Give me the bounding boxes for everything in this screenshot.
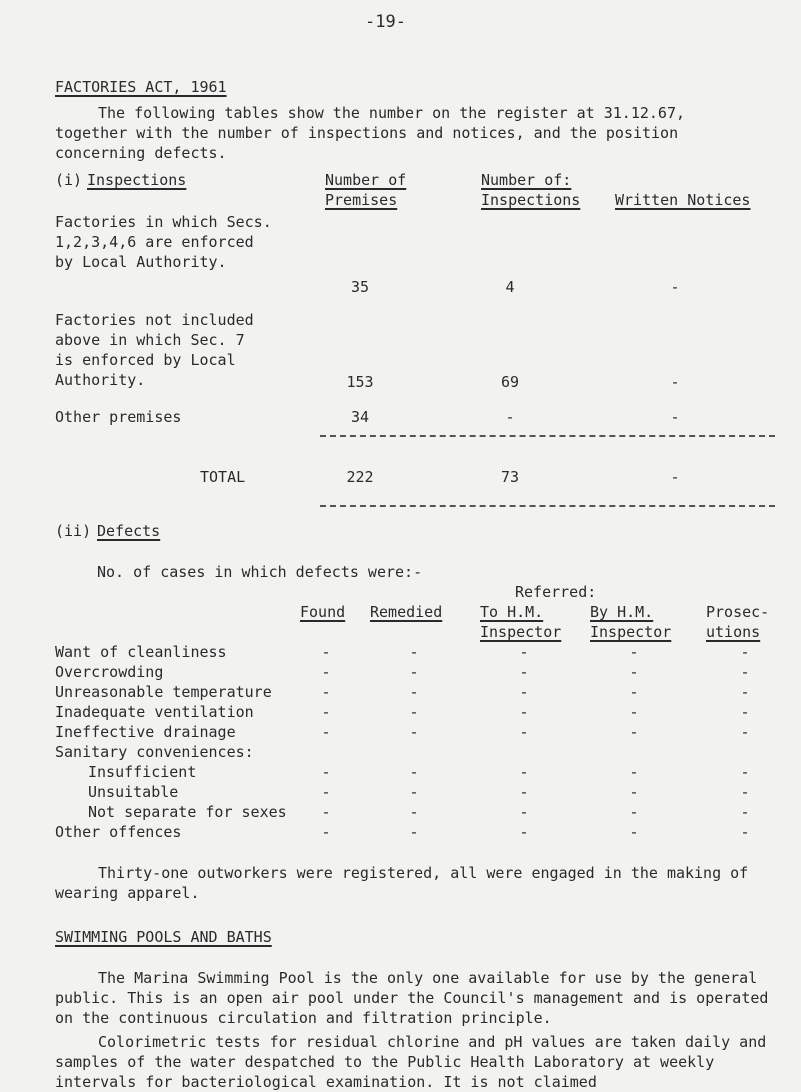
defects-heading: Defects: [97, 522, 161, 540]
defect-value: -: [321, 643, 331, 661]
defect-value: -: [321, 803, 331, 821]
total-label: TOTAL: [200, 468, 246, 486]
total-premises: 222: [346, 468, 374, 486]
total-rule-top: [320, 435, 775, 437]
defect-value: -: [409, 703, 419, 721]
defect-row-label: Unreasonable temperature: [55, 683, 272, 701]
defect-row-label: Insufficient: [88, 763, 197, 781]
by-hm-header-line1: By H.M.: [590, 603, 654, 621]
defect-row-label: Sanitary conveniences:: [55, 743, 254, 761]
defect-value: -: [740, 723, 750, 741]
defect-value: -: [629, 803, 639, 821]
row-label-line: Authority.: [55, 371, 146, 389]
page-number: -19-: [365, 12, 406, 32]
premises-value: 34: [350, 408, 370, 426]
defect-value: -: [629, 663, 639, 681]
to-hm-header-line2: Inspector: [480, 623, 562, 641]
defect-value: -: [409, 763, 419, 781]
swimming-paragraph-2: Colorimetric tests for residual chlorine and pH values are taken daily and samples of the water despatched to the Public Health Laboratory at weekly intervals for bacteriological examination. It is not claimed: [55, 1033, 767, 1091]
row-label-line: Factories not included: [55, 311, 254, 329]
defect-value: -: [740, 703, 750, 721]
defect-row-label: Unsuitable: [88, 783, 179, 801]
defect-value: -: [740, 663, 750, 681]
defect-value: -: [519, 663, 529, 681]
defect-value: -: [321, 763, 331, 781]
premises-value: 35: [350, 278, 370, 296]
defect-value: -: [629, 783, 639, 801]
defect-value: -: [321, 723, 331, 741]
defect-value: -: [519, 823, 529, 841]
inspections-header: Inspections: [481, 191, 581, 209]
factories-intro: The following tables show the number on the register at 31.12.67, together with the number of inspections and notices, and the position concerning defects.: [55, 104, 685, 162]
total-rule-bottom: [320, 505, 775, 507]
defect-row-label: Ineffective drainage: [55, 723, 236, 741]
swimming-paragraph-1: The Marina Swimming Pool is the only one available for use by the general public. This is an open air pool under the Council's management and is operated on the continuous circulation and filtration principle.: [55, 969, 769, 1027]
notices-value: -: [670, 408, 680, 426]
defects-heading-number: (ii): [55, 522, 92, 540]
defect-value: -: [740, 783, 750, 801]
outworkers-note: Thirty-one outworkers were registered, all were engaged in the making of wearing apparel.: [55, 864, 749, 902]
defect-value: -: [629, 723, 639, 741]
premises-value: 153: [346, 373, 374, 391]
to-hm-header-line1: To H.M.: [480, 603, 544, 621]
notices-header: Written Notices: [615, 191, 751, 209]
premises-header-line1: Number of: [325, 171, 407, 189]
defect-value: -: [519, 643, 529, 661]
premises-header-line2: Premises: [325, 191, 398, 209]
row-label-line: is enforced by Local: [55, 351, 236, 369]
defect-value: -: [740, 803, 750, 821]
defect-value: -: [740, 683, 750, 701]
remedied-header: Remedied: [370, 603, 443, 621]
inspections-value: -: [505, 408, 515, 426]
row-label-line: 1,2,3,4,6 are enforced: [55, 233, 254, 251]
prosec-header-line1: Prosec-: [706, 603, 770, 621]
defect-value: -: [409, 723, 419, 741]
notices-value: -: [670, 278, 680, 296]
defect-value: -: [629, 683, 639, 701]
defect-value: -: [629, 763, 639, 781]
defect-value: -: [321, 663, 331, 681]
inspections-heading-number: (i): [55, 171, 83, 189]
prosec-header-line2: utions: [706, 623, 761, 641]
swimming-heading: SWIMMING POOLS AND BATHS: [55, 928, 272, 946]
defect-value: -: [519, 783, 529, 801]
defect-value: -: [409, 803, 419, 821]
defect-value: -: [629, 703, 639, 721]
defect-value: -: [321, 703, 331, 721]
defect-value: -: [519, 803, 529, 821]
defect-value: -: [519, 683, 529, 701]
defects-intro: No. of cases in which defects were:-: [97, 563, 423, 581]
defect-value: -: [409, 683, 419, 701]
defect-row-label: Overcrowding: [55, 663, 164, 681]
defect-value: -: [409, 823, 419, 841]
number-of-header: Number of:: [481, 171, 572, 189]
defect-value: -: [519, 763, 529, 781]
referred-label: Referred:: [515, 583, 597, 601]
inspections-heading: Inspections: [87, 171, 187, 189]
defect-value: -: [409, 663, 419, 681]
found-header: Found: [300, 603, 346, 621]
defect-value: -: [740, 823, 750, 841]
defect-value: -: [321, 823, 331, 841]
defect-value: -: [321, 683, 331, 701]
defect-row-label: Want of cleanliness: [55, 643, 227, 661]
inspections-value: 4: [505, 278, 515, 296]
by-hm-header-line2: Inspector: [590, 623, 672, 641]
total-inspections: 73: [500, 468, 520, 486]
defect-value: -: [409, 643, 419, 661]
defect-value: -: [629, 823, 639, 841]
row-label-line: by Local Authority.: [55, 253, 227, 271]
defect-value: -: [409, 783, 419, 801]
notices-value: -: [670, 373, 680, 391]
defect-row-label: Inadequate ventilation: [55, 703, 254, 721]
defect-value: -: [629, 643, 639, 661]
defect-value: -: [519, 723, 529, 741]
defect-row-label: Other offences: [55, 823, 182, 841]
defect-value: -: [519, 703, 529, 721]
total-notices: -: [670, 468, 680, 486]
defect-value: -: [740, 643, 750, 661]
inspections-value: 69: [500, 373, 520, 391]
factories-heading: FACTORIES ACT, 1961: [55, 78, 227, 96]
row-label-line: Other premises: [55, 408, 182, 426]
row-label-line: Factories in which Secs.: [55, 213, 272, 231]
defect-value: -: [321, 783, 331, 801]
defect-value: -: [740, 763, 750, 781]
defect-row-label: Not separate for sexes: [88, 803, 287, 821]
row-label-line: above in which Sec. 7: [55, 331, 245, 349]
